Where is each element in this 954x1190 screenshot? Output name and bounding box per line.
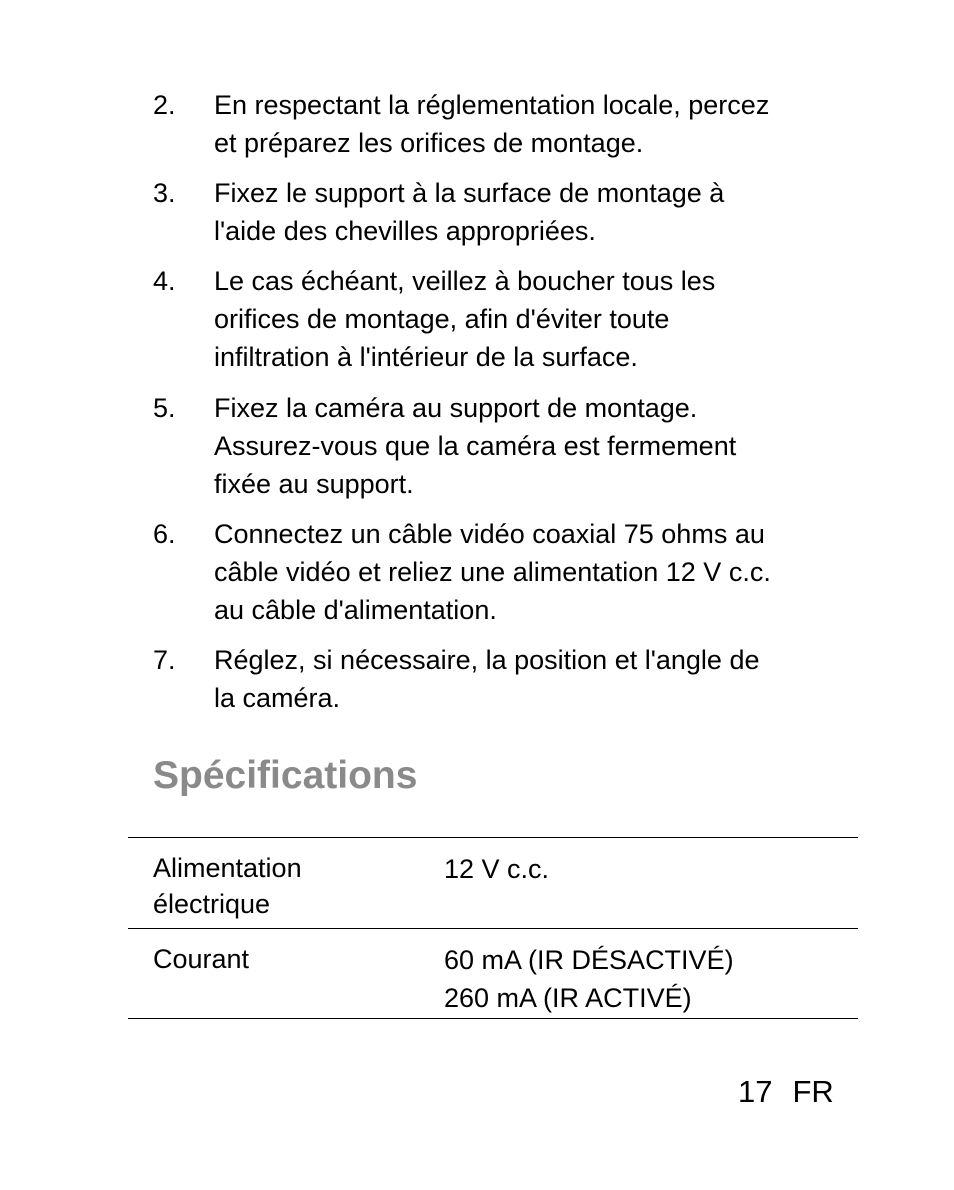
step-text: Connectez un câble vidéo coaxial 75 ohms au câble vidéo et reliez une alimentation 12 V c.c. au câble d'alimentation. [214, 519, 771, 625]
step-text: Fixez la caméra au support de montage. Assurez-vous que la caméra est fermement fixée au support. [214, 393, 737, 499]
spec-value: 60 mA (IR DÉSACTIVÉ) 260 mA (IR ACTIVÉ) [444, 945, 734, 1013]
table-row [128, 928, 858, 1019]
step-number: 3. [153, 178, 176, 208]
spec-label: Courant [153, 944, 250, 974]
step-text: Fixez le support à la surface de montage à l'aide des chevilles appropriées. [214, 178, 725, 246]
specifications-table [128, 837, 858, 1019]
step-text: Le cas échéant, veillez à boucher tous les orifices de montage, afin d'éviter toute infiltration à l'intérieur de la surface. [214, 266, 716, 372]
step-number: 2. [153, 90, 176, 120]
page-number: 17 [738, 1074, 773, 1109]
page-footer [738, 1072, 834, 1112]
step-number: 4. [153, 266, 176, 296]
language-code: FR [792, 1074, 834, 1109]
step-number: 6. [153, 519, 176, 549]
spec-label: Alimentation électrique [153, 853, 302, 919]
step-text: Réglez, si nécessaire, la position et l'angle de la caméra. [214, 645, 760, 713]
specifications-title: Spécifications [153, 754, 418, 797]
table-row [128, 837, 858, 928]
spec-value: 12 V c.c. [444, 854, 550, 884]
step-text: En respectant la réglementation locale, percez et préparez les orifices de montage. [214, 90, 770, 158]
step-number: 5. [153, 393, 176, 423]
step-number: 7. [153, 645, 176, 675]
